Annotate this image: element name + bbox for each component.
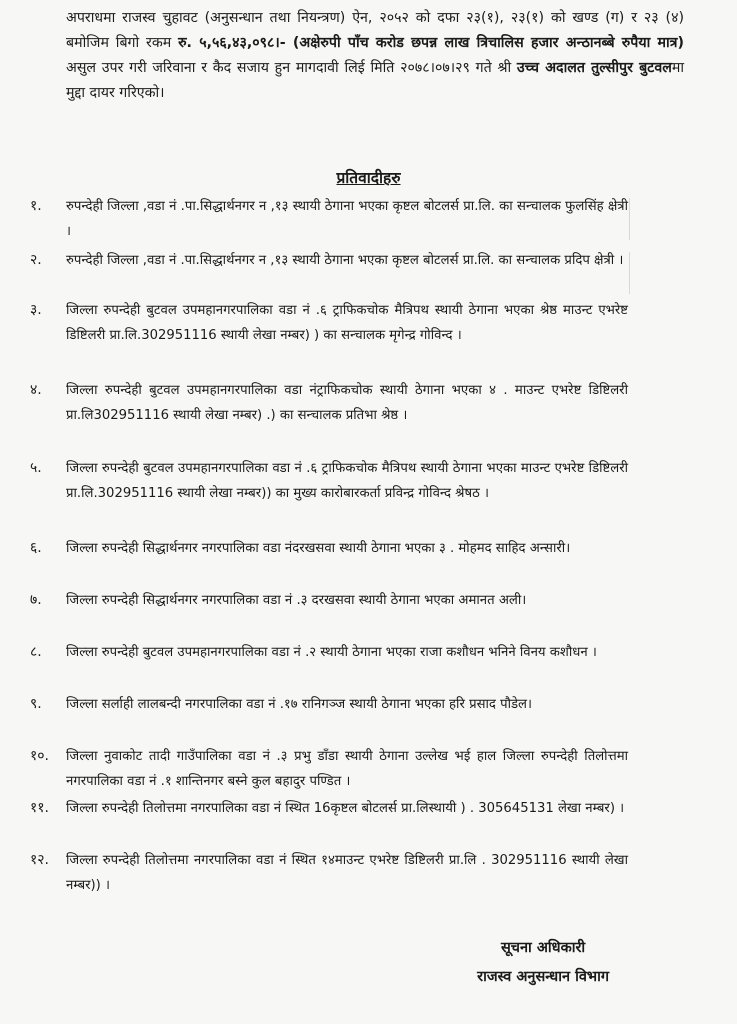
defendant-text: जिल्ला सर्लाही लालबन्दी नगरपालिका वडा नं .१७ रानिगञ्ज स्थायी ठेगाना भएका हरि प्रसाद पौडेल। [66, 697, 532, 712]
signatory-department: राजस्व अनुसन्धान विभाग [477, 969, 609, 985]
defendant-text: जिल्ला रुपन्देही बुटवल उपमहानगरपालिका वडा नं .६ ट्राफिकचोक मैत्रिपथ स्थायी ठेगाना भएका माउन्ट एभरेष्ट डिष्टिलरी प्रा.लि.302951116 स्थायी लेखा नम्बर)) का मुख्य कारोबारकर्ता प्रविन्द्र गोविन्द श्रेषठ । [66, 461, 628, 501]
item-divider [629, 252, 630, 294]
signatory-title: सूचना अधिकारी [500, 940, 586, 956]
defendant-text: जिल्ला रुपन्देही सिद्धार्थनगर नगरपालिका वडा नंदरखसवा स्थायी ठेगाना भएका ३ . मोहमद साहिद अन्सारी। [66, 541, 571, 556]
defendant-number: १०. [30, 748, 50, 764]
item-divider [629, 198, 630, 240]
intro-text-3: मा मुद्दा दायर गरिएको। [66, 60, 685, 101]
defendants-heading: प्रतिवादीहरु [336, 169, 401, 187]
defendant-text: जिल्ला रुपन्देही बुटवल उपमहानगरपालिका वडा नं .२ स्थायी ठेगाना भएका राजा कशौधन भनिने विनय कशौधन । [66, 645, 597, 660]
court-name: उच्च अदालत तुल्सीपुर बुटवल [516, 60, 672, 76]
signature-block [477, 934, 609, 992]
defendant-number: ६. [30, 540, 42, 556]
intro-paragraph [66, 6, 684, 106]
defendant-number: ९. [30, 696, 42, 712]
defendant-text: जिल्ला रुपन्देही बुटवल उपमहानगरपालिका वडा नं .६ ट्राफिकचोक मैत्रिपथ स्थायी ठेगाना भएका श्रेष्ठ माउन्ट एभरेष्ट डिष्टिलरी प्रा.लि.302951116 स्थायी लेखा नम्बर) ) का सन्चालक मृगेन्द्र गोविन्द । [66, 303, 628, 343]
defendant-text: रुपन्देही जिल्ला ,वडा नं .पा.सिद्धार्थनगर न ,१३ स्थायी ठेगाना भएका कृष्टल बोटलर्स प्रा.लि. का सन्चालक फुलसिंह क्षेत्री । [66, 199, 628, 239]
defendant-text: जिल्ला नुवाकोट तादी गाउँपालिका वडा नं .३ प्रभु डाँडा स्थायी ठेगाना उल्लेख भई हाल जिल्ला रुपन्देही तिलोत्तमा नगरपालिका वडा नं .१ शान्तिनगर बस्ने कुल बहादुर पण्डित । [66, 749, 628, 789]
defendant-number: ८. [30, 644, 42, 660]
defendant-text: जिल्ला रुपन्देही बुटवल उपमहानगरपालिका वडा नंट्राफिकचोक स्थायी ठेगाना भएका ४ . माउन्ट एभरेष्ट डिष्टिलरी प्रा.लि302951116 स्थायी लेखा नम्बर) .) का सन्चालक प्रतिभा श्रेष्ठ । [66, 383, 628, 423]
defendant-number: १. [30, 198, 42, 214]
defendant-number: १२. [30, 852, 50, 868]
defendant-number: २. [30, 252, 42, 268]
defendant-number: ५. [30, 460, 42, 476]
defendant-number: ७. [30, 592, 42, 608]
intro-text-1: अपराधमा राजस्व चुहावट (अनुसन्धान तथा नियन्त्रण) ऐन, २०५२ को दफा २३(१), २३(१) को खण्ड (ग) र २३ (४) बमोजिम बिगो रकम [66, 10, 684, 51]
defendant-text: जिल्ला रुपन्देही सिद्धार्थनगर नगरपालिका वडा नं .३ दरखसवा स्थायी ठेगाना भएका अमानत अली। [66, 593, 527, 608]
intro-text-2: असुल उपर गरी जरिवाना र कैद सजाय हुन मागदावी लिई मिति २०७८।०७।२९ गते श्री [66, 60, 517, 76]
defendant-number: ३. [30, 302, 42, 318]
claim-amount: रु. ५,५६,४३,०९८।- (अक्षेरुपी पाँच करोड छपन्न लाख त्रिचालिस हजार अन्ठानब्बे रुपैया मात्र) [178, 35, 684, 51]
defendant-number: ४. [30, 382, 42, 398]
defendant-text: जिल्ला रुपन्देही तिलोत्तमा नगरपालिका वडा नं स्थित १४माउन्ट एभरेष्ट डिष्टिलरी प्रा.लि . 302951116 स्थायी लेखा नम्बर)) । [66, 853, 628, 893]
defendant-text: जिल्ला रुपन्देही तिलोत्तमा नगरपालिका वडा नं स्थित 16कृष्टल बोटलर्स प्रा.लिस्थायी ) . 305645131 लेखा नम्बर) । [66, 801, 625, 816]
defendant-text: रुपन्देही जिल्ला ,वडा नं .पा.सिद्धार्थनगर न ,१३ स्थायी ठेगाना भएका कृष्टल बोटलर्स प्रा.लि. का सन्चालक प्रदिप क्षेत्री । [66, 253, 624, 268]
defendant-number: ११. [30, 800, 50, 816]
